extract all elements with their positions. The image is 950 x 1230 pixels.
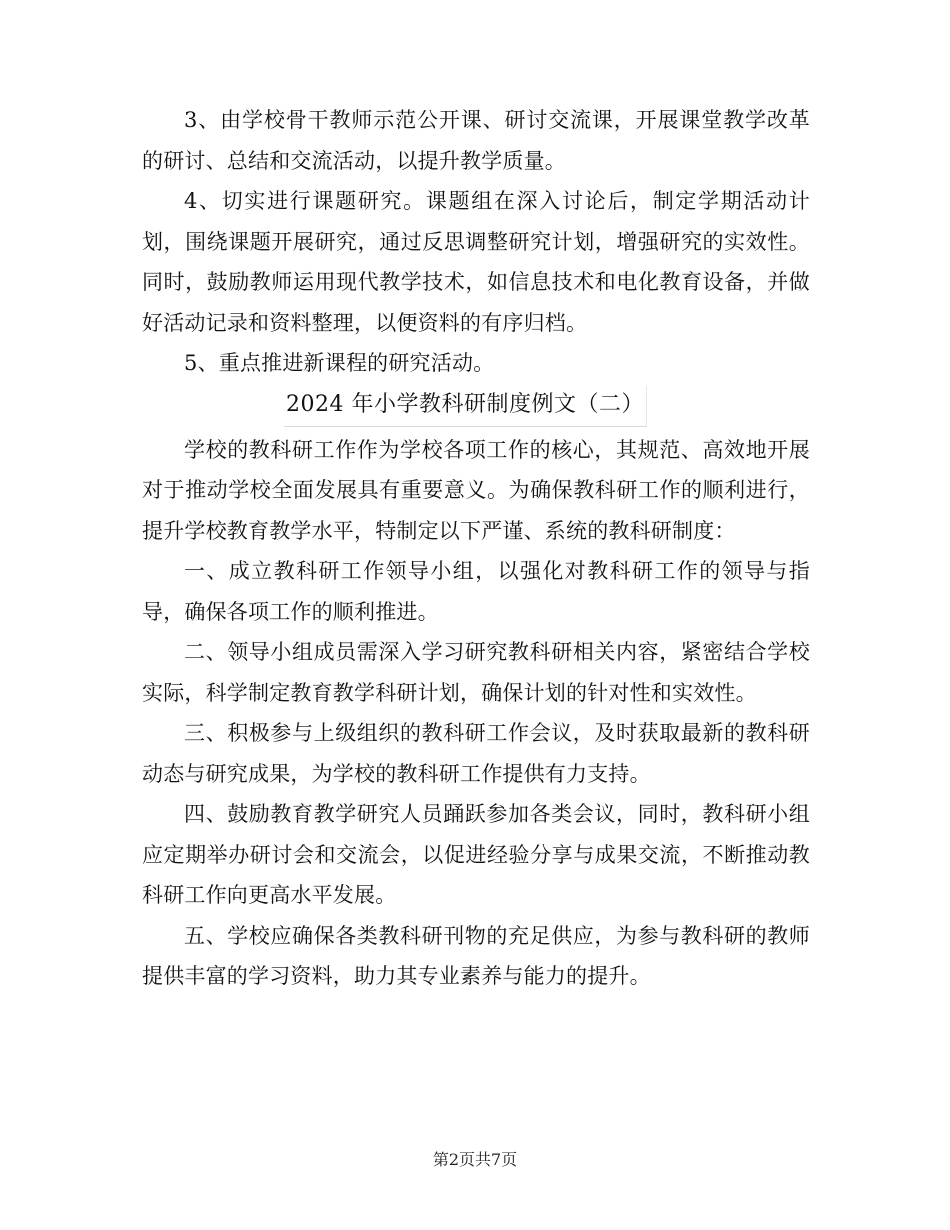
paragraph-item-4: 4、切实进行课题研究。课题组在深入讨论后，制定学期活动计划，围绕课题开展研究，通过反思调整研究计划，增强研究的实效性。同时，鼓励教师运用现代教学技术，如信息技术和电化教育设备，并做好活动记录和资料整理，以便资料的有序归档。 bbox=[142, 189, 810, 335]
section-title-wrapper bbox=[142, 384, 810, 430]
rule-paragraph-5: 五、学校应确保各类教科研刊物的充足供应，为参与教科研的教师提供丰富的学习资料，助力其专业素养与能力的提升。 bbox=[142, 923, 810, 988]
rule-paragraph-2: 二、领导小组成员需深入学习研究教科研相关内容，紧密结合学校实际，科学制定教育教学科研计划，确保计划的针对性和实效性。 bbox=[142, 640, 810, 705]
rule-paragraph-3: 三、积极参与上级组织的教科研工作会议，及时获取最新的教科研动态与研究成果，为学校的教科研工作提供有力支持。 bbox=[142, 721, 810, 786]
page-footer: 第2页共7页 bbox=[432, 1150, 518, 1169]
intro-paragraph: 学校的教科研工作作为学校各项工作的核心，其规范、高效地开展对于推动学校全面发展具有重要意义。为确保教科研工作的顺利进行，提升学校教育教学水平，特制定以下严谨、系统的教科研制度： bbox=[142, 437, 810, 543]
section-title: 2024 年小学教科研制度例文（二） bbox=[284, 386, 647, 427]
document-body bbox=[142, 100, 810, 997]
paragraph-item-5: 5、重点推进新课程的研究活动。 bbox=[184, 351, 495, 375]
rule-paragraph-1: 一、成立教科研工作领导小组，以强化对教科研工作的领导与指导，确保各项工作的顺利推进。 bbox=[142, 559, 810, 624]
paragraph-item-3: 3、由学校骨干教师示范公开课、研讨交流课，开展课堂教学改革的研讨、总结和交流活动，以提升教学质量。 bbox=[142, 108, 810, 173]
rule-paragraph-4: 四、鼓励教育教学研究人员踊跃参加各类会议，同时，教科研小组应定期举办研讨会和交流会，以促进经验分享与成果交流，不断推动教科研工作向更高水平发展。 bbox=[142, 802, 810, 907]
